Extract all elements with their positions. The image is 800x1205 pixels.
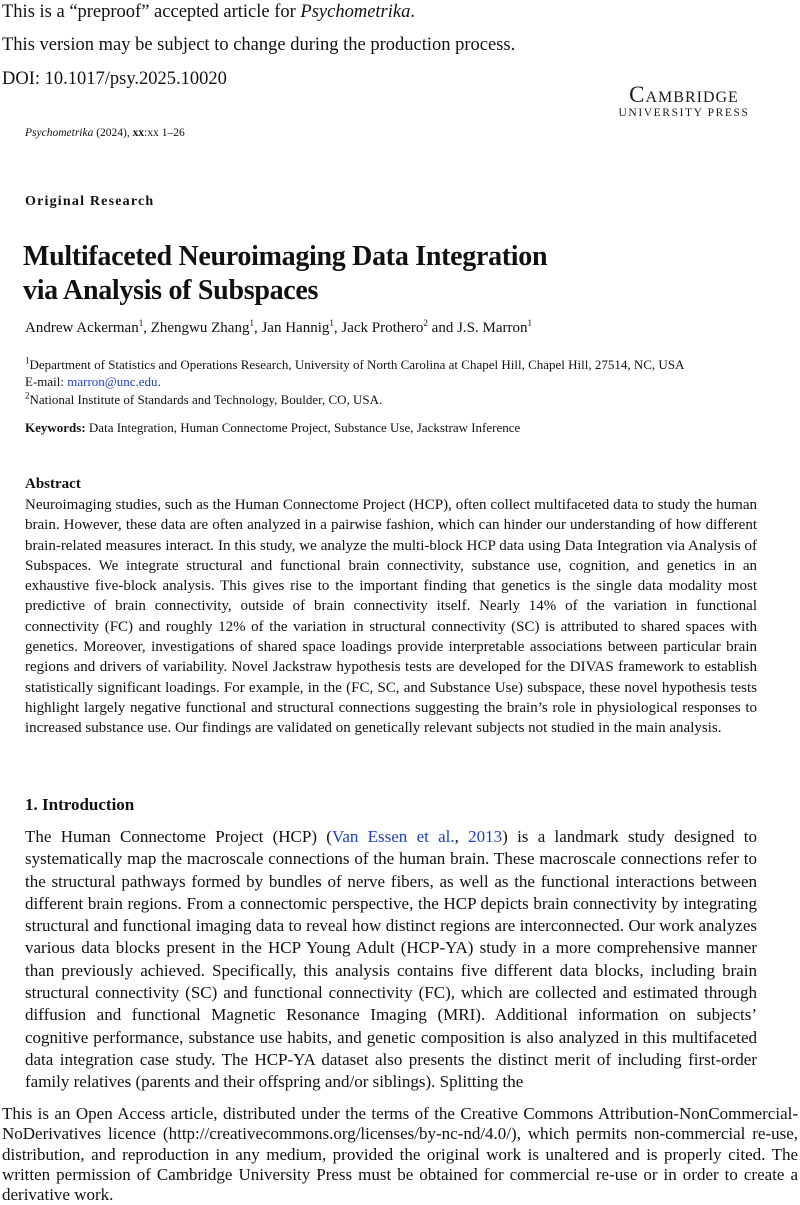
citation-year: (2024), <box>93 127 133 139</box>
author-name: Zhengwu Zhang <box>150 320 250 336</box>
article-title <box>23 240 547 308</box>
journal-citation <box>25 127 185 139</box>
logo-line2: UNIVERSITY PRESS <box>618 107 750 119</box>
author-separator: , <box>333 320 342 336</box>
title-line2: via Analysis of Subspaces <box>23 275 319 306</box>
author-affiliation: 1 <box>527 318 533 328</box>
author-separator: , <box>253 320 262 336</box>
author-affiliation: 1 <box>329 318 334 328</box>
email-label: E-mail: <box>25 374 68 389</box>
keywords <box>25 420 520 436</box>
author-affiliation: 1 <box>249 318 254 328</box>
production-notice: This version may be subject to change during the production process. <box>2 35 516 55</box>
author-separator: and <box>427 320 458 336</box>
introduction-text <box>25 826 757 1094</box>
cambridge-logo <box>611 84 757 120</box>
author-list <box>25 320 532 337</box>
affiliation-1 <box>25 357 684 373</box>
title-line1: Multifaceted Neuroimaging Data Integration <box>23 241 548 272</box>
author-name: Jack Prothero <box>341 320 424 336</box>
logo-line1: Cambridge <box>629 82 739 107</box>
section-heading: 1. Introduction <box>25 795 135 814</box>
abstract-text: Neuroimaging studies, such as the Human Connectome Project (HCP), often collect multifaceted data to study the human brain. However, these data are often analyzed in a pairwise fashion, which can hinder our understanding of how different brain-related measures interact. In this study, we analyze the multi-block HCP data using Data Integration via Analysis of Subspaces. We integrate structural and functional brain connectivity, substance use, cognition, and genetics in an exhaustive five-block analysis. This gives rise to the important finding that genetics is the single data modality most predictive of brain connectivity, outside of brain connectivity itself. Nearly 14% of the variation in functional connectivity (FC) and roughly 12% of the variation in structural connectivity (SC) is attributed to shared spaces with genetics. Moreover, investigations of shared space loadings provide interpretable associations between particular brain regions and drivers of variability. Novel Jackstraw hypothesis tests are developed for the DIVAS framework to establish statistically significant loadings. For example, in the (FC, SC, and Substance Use) subspace, these novel hypothesis tests highlight largely negative functional and structural connections suggesting the brain’s role in physiological responses to increased substance use. Our findings are validated on genetically relevant subjects not studied in the main analysis. <box>25 497 757 737</box>
affiliation-2 <box>25 392 382 408</box>
email-line <box>25 374 161 390</box>
citation-journal: Psychometrika <box>25 127 94 139</box>
license-notice: This is an Open Access article, distributed under the terms of the Creative Commons Attribution-NonCommercial-NoDerivatives licence (http://creativecommons.org/licenses/by-nc-nd/4.0/), which permits non-commercial re-use, distribution, and reproduction in any medium, provided the original work is unaltered and is properly cited. The written permission of Cambridge University Press must be obtained for commercial re-use or in order to create a derivative work. <box>2 1104 798 1205</box>
affiliation-number: 2 <box>25 390 30 401</box>
citation-year-link[interactable]: 2013 <box>468 827 503 846</box>
email-link[interactable]: marron@unc.edu <box>67 374 158 389</box>
doi: DOI: 10.1017/psy.2025.10020 <box>2 69 227 89</box>
email-period: . <box>157 374 161 389</box>
article-type: Original Research <box>25 194 155 209</box>
abstract-heading: Abstract <box>25 476 81 492</box>
author-name: J.S. Marron <box>457 320 528 336</box>
author-name: Jan Hannig <box>261 320 330 336</box>
author-separator: , <box>143 320 151 336</box>
affiliation-text: Department of Statistics and Operations Research, University of North Carolina at Chapel Hill, Chapel Hill, 27514, NC, USA <box>29 357 685 372</box>
citation-link[interactable]: Van Essen et al. <box>331 827 455 846</box>
citation-separator: , <box>454 827 469 846</box>
affiliation-number: 1 <box>25 355 30 366</box>
preproof-period: . <box>410 2 415 22</box>
preproof-notice <box>2 0 415 24</box>
author-name: Andrew Ackerman <box>25 320 139 336</box>
affiliation-text: National Institute of Standards and Technology, Boulder, CO, USA. <box>29 392 383 407</box>
intro-text-rest: ) is a landmark study designed to systematically map the macroscale connections of the human brain. These macroscale connections refer to the structural pathways formed by bundles of nerve fibers, as well as the functional interactions between different brain regions. From a connectomic perspective, the HCP depicts brain connectivity by integrating structural and functional imaging data to reveal how distinct regions are interconnected. Our work analyzes various data blocks present in the HCP Young Adult (HCP-YA) study in a more comprehensive manner than previously achieved. Specifically, this analysis contains five different data blocks, including brain structural connectivity (SC) and functional connectivity (FC), which are collected and estimated through diffusion and functional Magnetic Resonance Imaging (MRI). Additional information on subjects’ cognitive performance, substance use habits, and genetic composition is also analyzed in this multifaceted data integration case study. The HCP-YA dataset also presents the distinct merit of including first-order family relatives (parents and their offspring and/or siblings). Splitting the <box>25 827 757 1092</box>
preproof-journal: Psychometrika <box>300 2 411 22</box>
author-affiliation: 2 <box>423 318 428 328</box>
keywords-label: Keywords: <box>25 420 86 435</box>
author-affiliation: 1 <box>138 318 144 328</box>
keywords-list: Data Integration, Human Connectome Project, Substance Use, Jackstraw Inference <box>85 420 521 435</box>
citation-volume: xx <box>132 127 145 139</box>
intro-text-start: The Human Connectome Project (HCP) ( <box>25 827 332 846</box>
preproof-text: This is a “preproof” accepted article for <box>2 2 301 22</box>
citation-pages: :xx 1–26 <box>144 127 185 139</box>
